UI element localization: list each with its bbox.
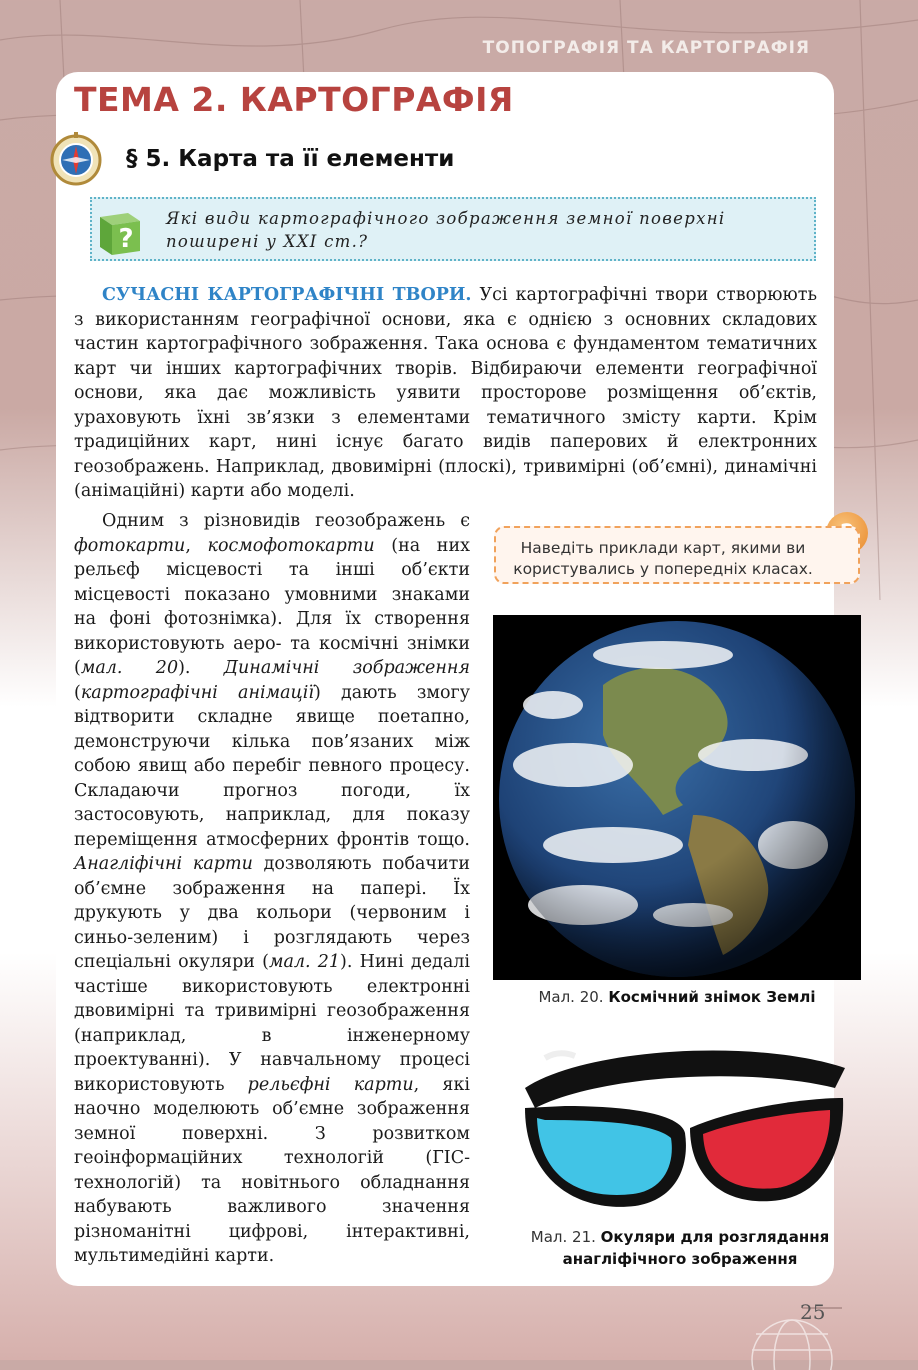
figure-20-title: Космічний знімок Землі bbox=[608, 988, 816, 1006]
earth-satellite-photo bbox=[493, 615, 861, 980]
compass-icon bbox=[48, 132, 104, 188]
italic-term: фотокарти bbox=[74, 535, 186, 556]
italic-term: картографічні анімації bbox=[80, 682, 314, 703]
text-run: ) дають змогу відтворити складне явище поетапно, демонструючи кілька пов’язаних між собою явищ або перебіг певного процесу. Складаючи прогноз погоди, їх застосовують, наприклад, для показу переміщення атмосферних фронтів тощо. bbox=[74, 682, 471, 850]
text-run: ). Нині дедалі частіше використовують електронні двовимірні та тривимірні геозображення (наприклад, в інженерному проектуванні). У навчальному процесі використовують bbox=[74, 952, 470, 1095]
figure-21-number: Мал. 21. bbox=[530, 1228, 596, 1246]
figure-20-caption bbox=[493, 988, 861, 1006]
section-title: § 5. Карта та її елементи bbox=[126, 146, 455, 172]
italic-term: Динамічні зображення bbox=[223, 658, 470, 678]
figure-21-title-line1: Окуляри для розглядання bbox=[600, 1228, 830, 1246]
tip-text: Наведіть приклади карт, якими ви користувались у попередніх класах. bbox=[513, 539, 813, 578]
figure-20-number: Мал. 20. bbox=[538, 988, 604, 1006]
text-run: ( bbox=[74, 682, 81, 703]
text-run: Одним з різновидів геозображень є bbox=[102, 511, 470, 531]
theme-title: ТЕМА 2. КАРТОГРАФІЯ bbox=[74, 80, 514, 119]
question-text: Які види картографічного зображення земної поверхні поширені у XXI ст.? bbox=[166, 209, 726, 251]
anaglyph-glasses-image bbox=[505, 1028, 855, 1218]
question-box bbox=[90, 197, 816, 261]
tip-box bbox=[494, 526, 860, 584]
svg-text:?: ? bbox=[118, 224, 134, 254]
italic-term: космофотокарти bbox=[207, 535, 375, 556]
text-run: (на них рельєф місцевості та інші об’єкти місцевості показано умовними знаками на фоні фотознімка). Для їх створення використовують аеро- та космічні знімки ( bbox=[74, 535, 470, 678]
italic-term: мал. 21 bbox=[268, 952, 341, 972]
figure-21-caption bbox=[505, 1226, 855, 1270]
question-cube-icon bbox=[92, 205, 144, 257]
text-run: , які наочно моделюють об’ємне зображення земної поверхні. З розвитком геоінформаційних технологій (ГІС-технологій) та новітнього обладнання набувають важливого значення різноманітні цифрові, інтерактивні, мультимедійні карти. bbox=[74, 1074, 471, 1266]
paragraph-intro-text: Усі картографічні твори створюють з використанням географічної основи, яка є однією з основних складових частин картографічного зображення. Така основа є фундаментом тематичних карт чи інших картографічних творів. Відбираючи елементи географічної основи, яка дає можливість уявити просторове розміщення об’єктів, ураховують їхні зв’язки з елементами тематичного змісту карти. Крім традиційних карт, нині існує багато видів паперових й електронних геозображень. Наприклад, двовимірні (плоскі), тривимірні (об’ємні), динамічні (анімаційні) карти або моделі. bbox=[74, 285, 817, 501]
italic-term: мал. 20 bbox=[80, 658, 179, 678]
text-run: дозволяють побачити об’ємне зображення на папері. Їх друкують у два кольори (червоним і синьо-зеленим) і розглядають через спеціальні окуляри ( bbox=[74, 854, 470, 972]
paragraph-geoimages bbox=[74, 509, 470, 1269]
page-number: 25 bbox=[800, 1300, 826, 1324]
text-run: ). bbox=[178, 658, 224, 678]
text-run: , bbox=[185, 535, 208, 556]
italic-term: рельєфні карти bbox=[247, 1074, 414, 1095]
paragraph-lead: СУЧАСНІ КАРТОГРАФІЧНІ ТВОРИ. bbox=[102, 285, 472, 305]
figure-21-title-line2: анагліфічного зображення bbox=[562, 1250, 798, 1268]
running-head: ТОПОГРАФІЯ ТА КАРТОГРАФІЯ bbox=[482, 38, 810, 58]
paragraph-intro bbox=[74, 283, 817, 504]
italic-term: Анагліфічні карти bbox=[74, 854, 253, 874]
